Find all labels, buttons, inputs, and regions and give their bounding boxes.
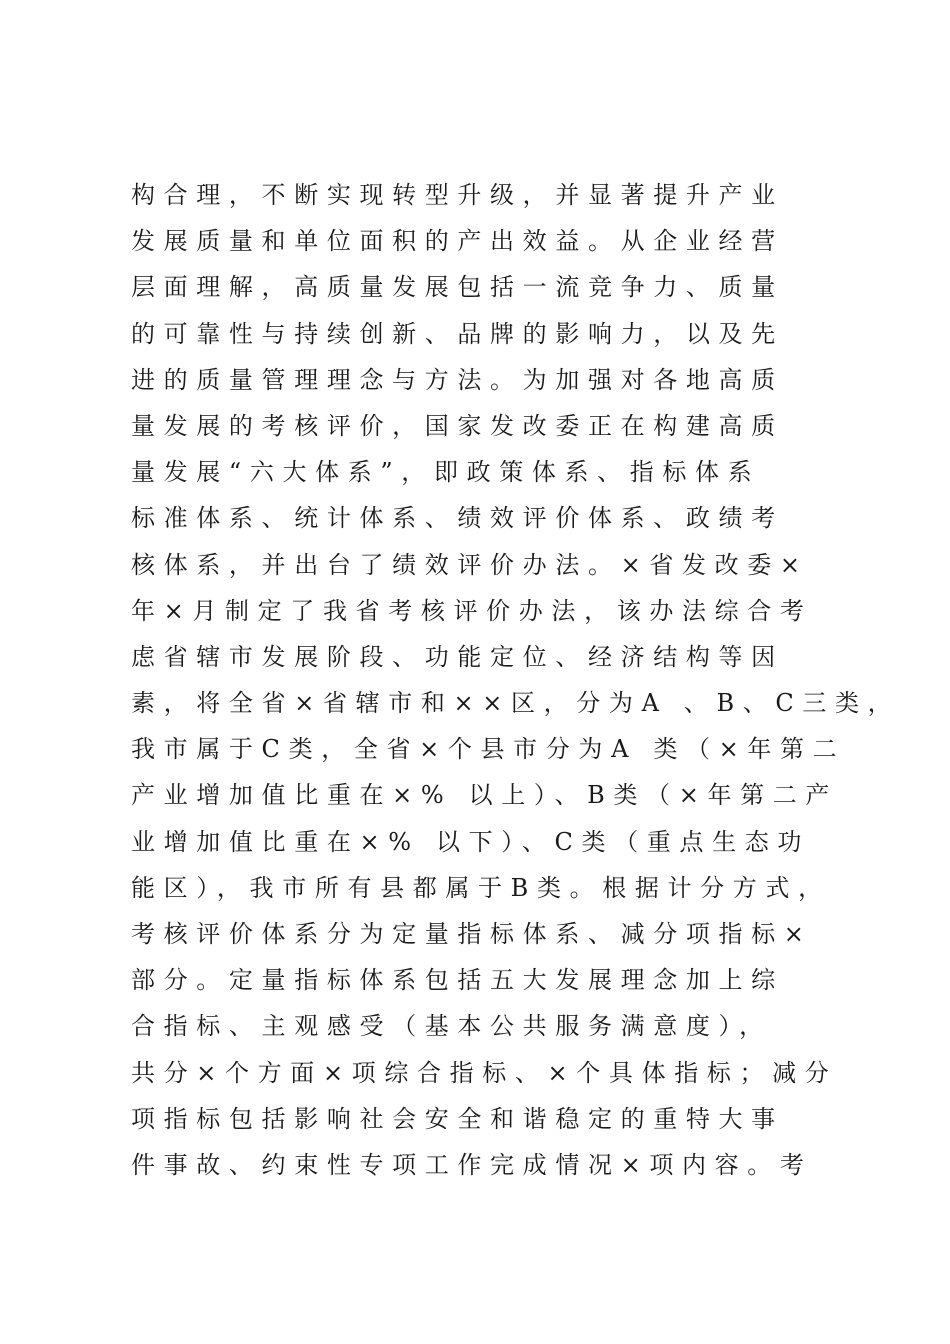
text-line: 发展质量和单位面积的产出效益。从企业经营 <box>131 227 784 256</box>
text-line: 虑省辖市发展阶段、功能定位、经济结构等因 <box>131 642 784 671</box>
text-line: 业增加值比重在×% 以下）、C类（重点生态功 <box>131 827 810 856</box>
text-line: 构合理，不断实现转型升级，并显著提升产业 <box>131 181 784 209</box>
text-line: 素，将全省×省辖市和××区，分为A 、B、C三类， <box>131 689 901 718</box>
text-line: 件事故、约束性专项工作完成情况×项内容。考 <box>131 1150 813 1179</box>
text-line: 能区），我市所有县都属于B类。根据计分方式， <box>131 873 831 902</box>
text-line: 标准体系、统计体系、绩效评价体系、政绩考 <box>131 504 784 533</box>
text-line: 核体系，并出台了绩效评价办法。×省发改委× <box>131 550 809 579</box>
text-line: 年×月制定了我省考核评价办法，该办法综合考 <box>131 596 813 625</box>
text-line: 考核评价体系分为定量指标体系、减分项指标× <box>131 920 813 948</box>
text-line: 层面理解，高质量发展包括一流竞争力、质量 <box>131 273 784 302</box>
text-line: 项指标包括影响社会安全和谐稳定的重特大事 <box>131 1104 784 1133</box>
text-line: 共分×个方面×项综合指标、×个具体指标；减分 <box>131 1058 838 1087</box>
text-line: 的可靠性与持续创新、品牌的影响力，以及先 <box>131 319 784 348</box>
text-line: 产业增加值比重在×% 以上）、B类（×年第二产 <box>131 781 839 810</box>
text-line: 量发展“六大体系”，即政策体系、指标体系 <box>131 458 761 487</box>
text-line: 进的质量管理理念与方法。为加强对各地高质 <box>131 365 784 394</box>
text-line: 量发展的考核评价，国家发改委正在构建高质 <box>131 411 784 440</box>
text-line: 部分。定量指标体系包括五大发展理念加上综 <box>131 966 784 995</box>
text-line: 我市属于C类，全省×个县市分为A 类（×年第二 <box>131 735 846 764</box>
body-text <box>131 172 901 1188</box>
text-line: 合指标、主观感受（基本公共服务满意度）， <box>131 1012 772 1041</box>
